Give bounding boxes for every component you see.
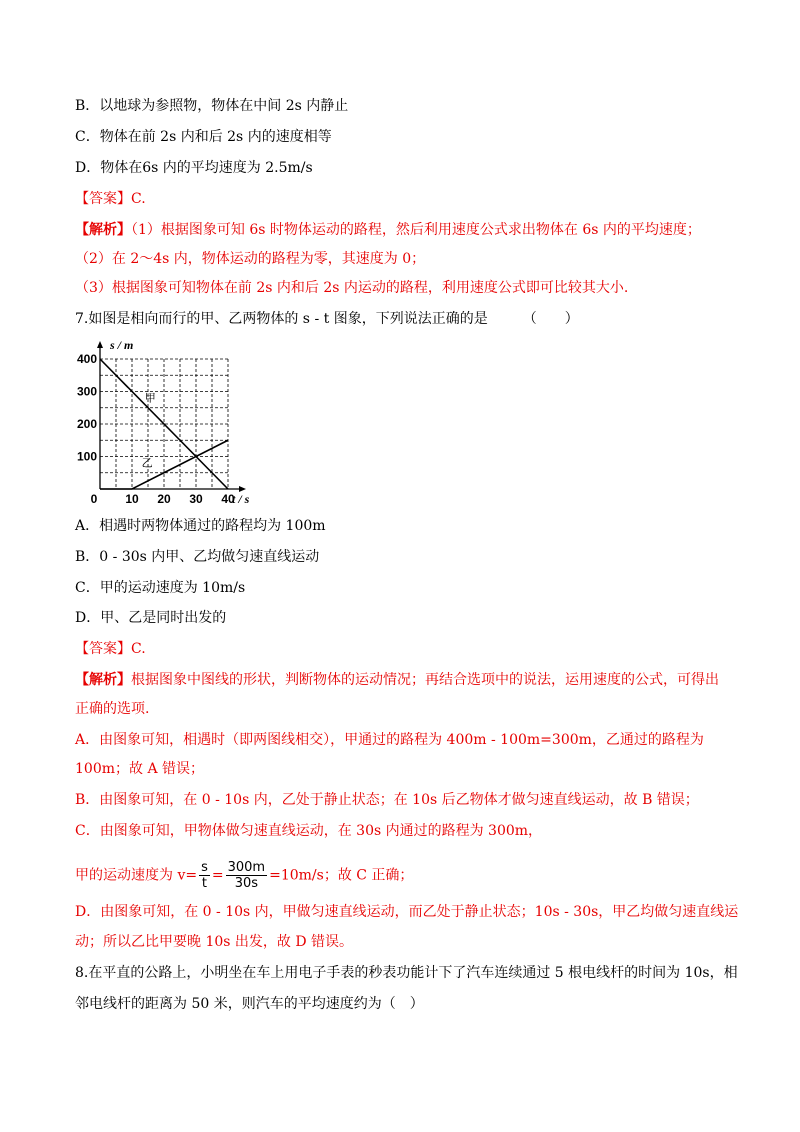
q7-stem: 7.如图是相向而行的甲、乙两物体的 s - t 图象，下列说法正确的是 （ ）	[75, 311, 579, 327]
q7-analysis-intro-text: 根据图象中图线的形状，判断物体的运动情况；再结合选项中的说法，运用速度的公式，可得出	[131, 672, 719, 688]
q6-option-d: D．物体在6s 内的平均速度为 2.5m/s	[75, 160, 313, 176]
y-tick-label: 300	[76, 384, 97, 399]
q7-option-d: D．甲、乙是同时出发的	[75, 610, 227, 626]
fraction-s-over-t	[199, 860, 210, 891]
x-tick-label: 30	[189, 492, 203, 505]
series-label-yi: 乙	[141, 456, 153, 470]
equals-sign: =	[211, 867, 224, 884]
q6-analysis-3: （3）根据图象可知物体在前 2s 内和后 2s 内运动的路程，利用速度公式即可比较其大小.	[75, 280, 629, 296]
x-tick-label: 0	[90, 492, 98, 505]
q7-analysis-c-2	[75, 860, 413, 891]
q8-stem-1: 8.在平直的公路上，小明坐在车上用电子手表的秒表功能计下了汽车连续通过 5 根电线杆的时间为 10s，相	[75, 965, 738, 981]
q7-analysis-tag: 【解析】	[75, 672, 131, 688]
velocity-result: =10m/s；故 C 正确；	[269, 867, 414, 884]
y-tick-label: 200	[76, 417, 97, 431]
fraction-numerator: s	[201, 860, 208, 875]
fraction-denominator: t	[201, 876, 208, 891]
fraction-numerator: 300m	[227, 860, 266, 875]
velocity-prefix: 甲的运动速度为 v=	[75, 867, 198, 884]
q6-analysis-tag: 【解析】	[75, 222, 131, 238]
q7-option-b: B．0 - 30s 内甲、乙均做匀速直线运动	[75, 549, 320, 565]
x-tick-label: 10	[125, 492, 139, 505]
fraction-denominator: 30s	[234, 876, 259, 891]
q7-analysis-d-2: 动；所以乙比甲要晚 10s 出发，故 D 错误。	[75, 934, 354, 950]
x-tick-label: 40	[221, 492, 235, 505]
y-tick-label: 100	[76, 449, 97, 464]
y-axis-label: s / m	[110, 338, 134, 352]
q7-analysis-c-1: C．由图象可知，甲物体做匀速直线运动，在 30s 内通过的路程为 300m，	[75, 823, 543, 839]
q7-analysis-b: B．由图象可知，在 0 - 10s 内，乙处于静止状态；在 10s 后乙物体才做匀速直线运动，故 B 错误；	[75, 792, 699, 808]
st-chart-svg	[74, 335, 264, 505]
q6-analysis-1	[75, 221, 701, 239]
series-label-jia: 甲	[144, 391, 156, 405]
fraction-300m-over-30s	[226, 860, 267, 891]
q8-stem-2: 邻电线杆的距离为 50 米，则汽车的平均速度约为（ ）	[75, 996, 424, 1012]
q7-option-a: A．相遇时两物体通过的路程均为 100m	[75, 518, 326, 534]
y-axis-arrow	[97, 341, 103, 348]
q7-analysis-intro-2: 正确的选项.	[75, 701, 150, 717]
q6-answer: 【答案】C.	[75, 191, 146, 207]
x-tick-label: 20	[157, 492, 171, 505]
q7-analysis-a-1: A．由图象可知，相遇时（即两图线相交），甲通过的路程为 400m - 100m=300m，乙通过的路程为	[75, 732, 704, 748]
y-tick-label: 400	[76, 352, 97, 366]
q7-analysis-intro-1	[75, 671, 719, 689]
q6-option-b: B．以地球为参照物，物体在中间 2s 内静止	[75, 98, 349, 114]
q7-analysis-d-1: D．由图象可知，在 0 - 10s 内，甲做匀速直线运动，而乙处于静止状态；10s - 30s，甲乙均做匀速直线运	[75, 904, 739, 920]
q7-analysis-a-2: 100m；故 A 错误；	[75, 761, 205, 777]
x-axis-label: t / s	[232, 492, 250, 505]
q6-option-c: C．物体在前 2s 内和后 2s 内的速度相等	[75, 129, 332, 145]
q7-option-c: C．甲的运动速度为 10m/s	[75, 580, 246, 596]
q6-analysis-text-1: （1）根据图象可知 6s 时物体运动的路程，然后利用速度公式求出物体在 6s 内的平均速度；	[131, 222, 701, 238]
st-chart	[74, 335, 264, 505]
q7-answer: 【答案】C.	[75, 641, 146, 657]
q6-analysis-2: （2）在 2～4s 内，物体运动的路程为零，其速度为 0；	[75, 251, 426, 267]
